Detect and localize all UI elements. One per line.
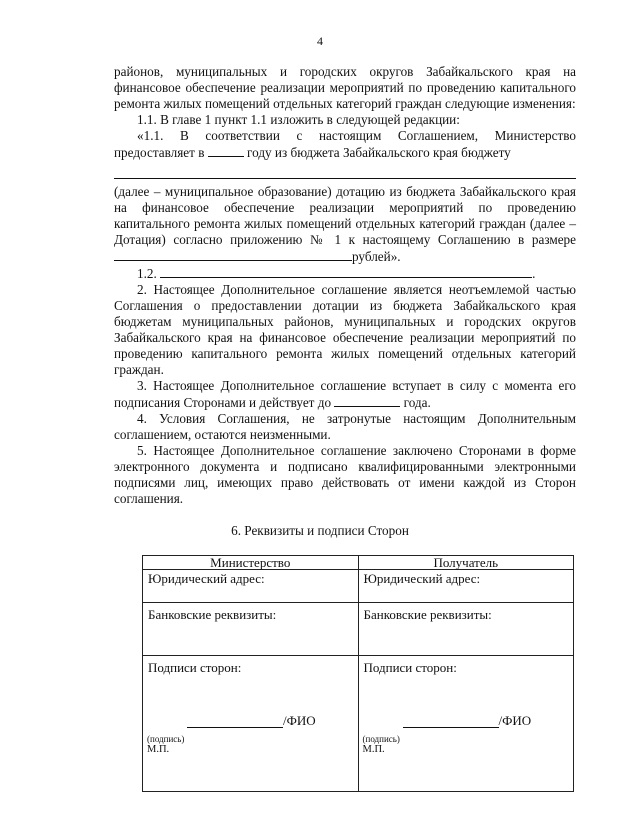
signature-line [187, 715, 283, 728]
paragraph-text: года. [403, 395, 431, 410]
recipient-legal-address: Юридический адрес: [358, 570, 574, 603]
signatures-label: Подписи сторон: [148, 660, 242, 675]
recipient-signature-cell [358, 656, 574, 792]
page-number: 4 [317, 34, 323, 48]
section-title: 6. Реквизиты и подписи Сторон [231, 523, 409, 538]
recipient-bank-details: Банковские реквизиты: [358, 603, 574, 656]
signature-line [403, 715, 499, 728]
paragraph [114, 378, 576, 411]
paragraph-text: году из бюджета Забайкальского края бюджету [247, 145, 511, 160]
paragraph-text: 3. Настоящее Дополнительное соглашение вступает в силу с момента его подписания Сторонами и действует до [114, 378, 576, 410]
document-body [114, 64, 576, 507]
requisites-table [142, 555, 574, 792]
paragraph-text: (далее – муниципальное образование) дотацию из бюджета Забайкальского края на финансовое обеспечение реализации мероприятий по проведению капитального ремонта жилых помещений отдельных категорий граждан (далее – Дотация) согласно приложению № 1 к настоящему Соглашению в размере [114, 184, 576, 247]
signatures-label: Подписи сторон: [363, 660, 457, 675]
ministry-bank-details: Банковские реквизиты: [143, 603, 359, 656]
ministry-signature-cell [143, 656, 359, 792]
paragraph [114, 265, 576, 282]
fio-label: /ФИО [283, 713, 316, 728]
fio-label: /ФИО [498, 713, 532, 728]
municipality-blank-line [114, 167, 576, 179]
paragraph-text: 1.2. [137, 266, 157, 281]
mp-label: М.П. [147, 744, 170, 755]
paragraph: 2. Настоящее Дополнительное соглашение является неотъемлемой частью Соглашения о предоставлении дотации из бюджета Забайкальского края бюджетам муниципальных районов, муниципальных и городских округов Забайкальского края на финансовое обеспечение реализации мероприятий по проведению капитального ремонта жилых помещений отдельных категорий граждан. [114, 282, 576, 377]
ministry-legal-address: Юридический адрес: [143, 570, 359, 603]
paragraph-text: . [532, 266, 536, 281]
item-blank-line [160, 265, 532, 278]
paragraph [114, 184, 576, 265]
recipient-header: Получатель [358, 556, 574, 570]
year-blank-line [208, 144, 244, 157]
podpis-label: (подпись) [147, 734, 185, 744]
paragraph: районов, муниципальных и городских округов Забайкальского края на финансовое обеспечение реализации мероприятий по проведению капитального ремонта жилых помещений отдельных категорий граждан следующие изменения: [114, 64, 576, 111]
paragraph [114, 128, 576, 161]
date-blank-line [334, 394, 400, 407]
paragraph: 5. Настоящее Дополнительное соглашение заключено Сторонами в форме электронного документа и подписано квалифицированными электронными подписями лиц, имеющих право действовать от имени каждой из Сторон соглашения. [114, 443, 576, 506]
paragraph: 1.1. В главе 1 пункт 1.1 изложить в следующей редакции: [137, 112, 460, 127]
podpis-label: (подпись) [362, 734, 400, 744]
amount-blank-line [114, 248, 352, 261]
paragraph-text: рублей». [352, 249, 401, 264]
mp-label: М.П. [362, 744, 385, 755]
paragraph-text: «1.1. В соответствии с настоящим Соглашением, Министерство предоставляет в [114, 128, 576, 160]
paragraph: 4. Условия Соглашения, не затронутые настоящим Дополнительным соглашением, остаются неизменными. [114, 411, 576, 442]
ministry-header: Министерство [143, 556, 359, 570]
